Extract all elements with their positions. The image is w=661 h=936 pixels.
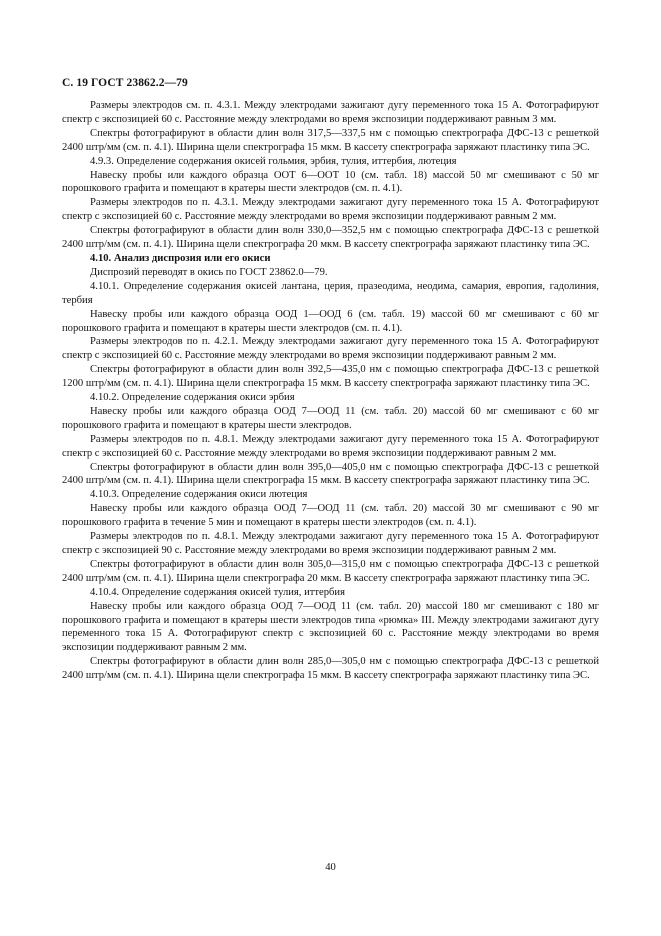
section-heading: 4.10. Анализ диспрозия или его окиси (90, 252, 271, 264)
paragraph: Навеску пробы или каждого образца ООД 7—ООД 11 (см. табл. 20) массой 180 мг смешивают с 180 мг порошкового графита и помещают в кратеры шести электродов типа «рюмка» III. Между электродами зажигают дугу переменного тока 15 А. Фотографируют спектр с экспозицией 60 с. Расстояние между электродами во время экспозиции поддерживают равным 2 мм. (62, 600, 599, 654)
paragraph: Навеску пробы или каждого образца ООД 7—ООД 11 (см. табл. 20) массой 30 мг смешивают с 90 мг порошкового графита в течение 5 мин и помещают в кратеры шести электродов (см. п. 4.1). (62, 503, 599, 529)
paragraph: Навеску пробы или каждого образца ООТ 6—ООТ 10 (см. табл. 18) массой 50 мг смешивают с 50 мг порошкового графита и помещают в кратеры шести электродов (см. п. 4.1). (62, 169, 599, 195)
paragraph: Спектры фотографируют в области длин волн 395,0—405,0 нм с помощью спектрографа ДФС-13 с решеткой 2400 штр/мм (см. п. 4.1). Ширина щели спектрографа 15 мкм. В кассету спектрографа заряжают пластинку типа ЭС. (62, 461, 599, 487)
paragraph: Спектры фотографируют в области длин волн 317,5—337,5 нм с помощью спектрографа ДФС-13 с решеткой 2400 штр/мм (см. п. 4.1). Ширина щели спектрографа 15 мкм. В кассету спектрографа заряжают пластинку типа ЭС. (62, 127, 599, 153)
paragraph: Спектры фотографируют в области длин волн 392,5—435,0 нм с помощью спектрографа ДФС-13 с решеткой 1200 штр/мм (см. п. 4.1). Ширина щели спектрографа 15 мкм. В кассету спектрографа заряжают пластинку типа ЭС. (62, 364, 599, 390)
section-title: 4.10.2. Определение содержания окиси эрбия (90, 392, 295, 404)
section-title: 4.10.4. Определение содержания окисей тулия, иттербия (90, 586, 345, 598)
paragraph: Размеры электродов по п. 4.3.1. Между электродами зажигают дугу переменного тока 15 А. Фотографируют спектр с экспозицией 60 с. Расстояние между электродами во время экспозиции поддерживают равным 2 мм. (62, 197, 599, 223)
page-header: С. 19 ГОСТ 23862.2—79 (62, 77, 188, 89)
section-title: 4.10.3. Определение содержания окиси лютеция (90, 489, 308, 501)
paragraph: Размеры электродов по п. 4.8.1. Между электродами зажигают дугу переменного тока 15 А. Фотографируют спектр с экспозицией 60 с. Расстояние между электродами во время экспозиции поддерживают равным 2 мм. (62, 433, 599, 459)
section-title: 4.9.3. Определение содержания окисей гольмия, эрбия, тулия, иттербия, лютеция (90, 155, 457, 167)
paragraph: Размеры электродов см. п. 4.3.1. Между электродами зажигают дугу переменного тока 15 А. Фотографируют спектр с экспозицией 60 с. Расстояние между электродами во время экспозиции поддерживают равным 3 мм. (62, 100, 599, 125)
document-body (62, 99, 599, 683)
section-title: 4.10.1. Определение содержания окисей лантана, церия, празеодима, неодима, самария, европия, гадолиния, тербия (62, 280, 599, 306)
paragraph: Диспрозий переводят в окись по ГОСТ 23862.0—79. (90, 266, 328, 278)
paragraph: Навеску пробы или каждого образца ООД 1—ООД 6 (см. табл. 19) массой 60 мг смешивают с 60 мг порошкового графита и помещают в кратеры шести электродов (см. п. 4.1). (62, 308, 599, 334)
paragraph: Размеры электродов по п. 4.8.1. Между электродами зажигают дугу переменного тока 15 А. Фотографируют спектр с экспозицией 90 с. Расстояние между электродами во время экспозиции поддерживают равным 2 мм. (62, 531, 599, 556)
paragraph: Навеску пробы или каждого образца ООД 7—ООД 11 (см. табл. 20) массой 60 мг смешивают с 60 мг порошкового графита и помещают в кратеры шести электродов. (62, 405, 599, 431)
paragraph: Спектры фотографируют в области длин волн 330,0—352,5 нм с помощью спектрографа ДФС-13 с решеткой 2400 штр/мм (см. п. 4.1). Ширина щели спектрографа 20 мкм. В кассету спектрографа заряжают пластинку типа ЭС. (62, 225, 599, 251)
paragraph: Размеры электродов по п. 4.2.1. Между электродами зажигают дугу переменного тока 15 А. Фотографируют спектр с экспозицией 60 с. Расстояние между электродами во время экспозиции поддерживают равным 2 мм. (62, 336, 599, 362)
paragraph: Спектры фотографируют в области длин волн 305,0—315,0 нм с помощью спектрографа ДФС-13 с решеткой 2400 штр/мм (см. п. 4.1). Ширина щели спектрографа 20 мкм. В кассету спектрографа заряжают пластинку типа ЭС. (62, 558, 599, 584)
page-number: 40 (325, 862, 336, 873)
paragraph: Спектры фотографируют в области длин волн 285,0—305,0 нм с помощью спектрографа ДФС-13 с решеткой 2400 штр/мм (см. п. 4.1). Ширина щели спектрографа 15 мкм. В кассету спектрографа заряжают пластинку типа ЭС. (62, 656, 599, 682)
